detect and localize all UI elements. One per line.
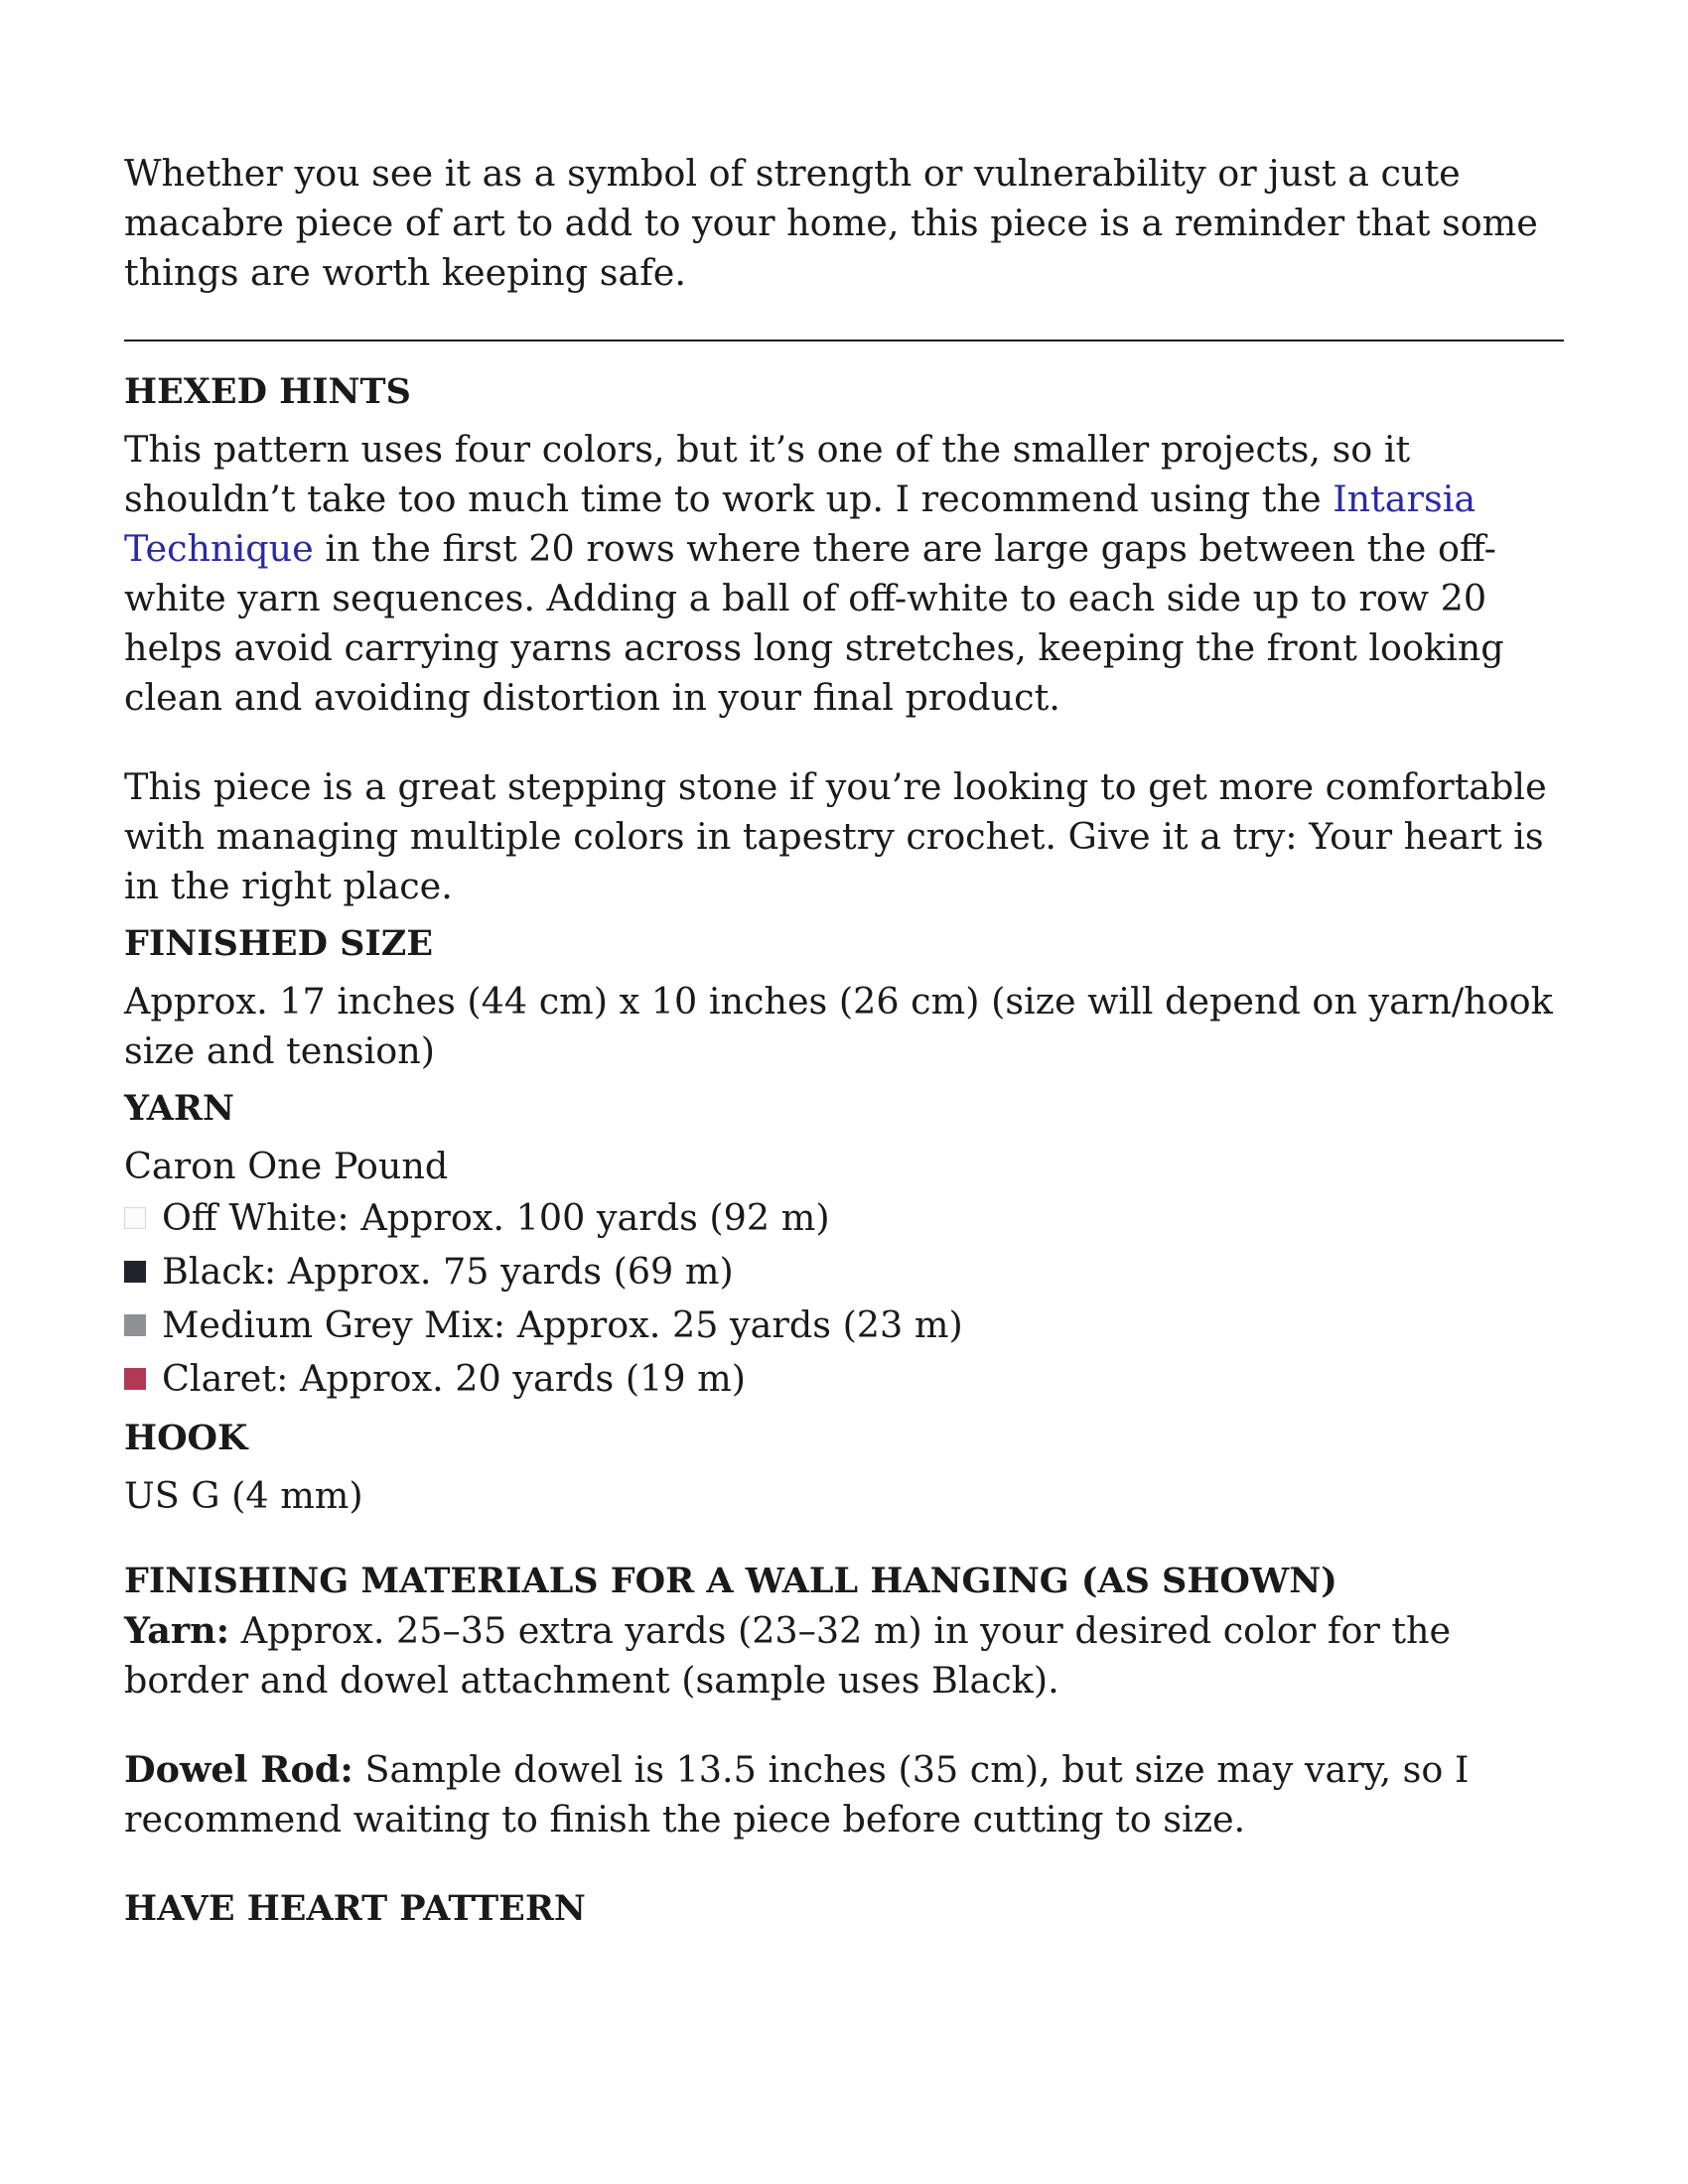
claret-swatch-icon bbox=[124, 1368, 146, 1390]
finishing-dowel-paragraph bbox=[124, 1745, 1564, 1844]
intarsia-technique-link[interactable]: Intarsia Technique bbox=[124, 478, 1477, 570]
black-swatch-icon bbox=[124, 1261, 146, 1283]
hints-text-before-link: This pattern uses four colors, but it’s one of the smaller projects, so it shouldn’t take too much time to work up. I recommend using the bbox=[124, 428, 1411, 520]
hook-heading: HOOK bbox=[124, 1418, 248, 1458]
finishing-dowel-label: Dowel Rod: bbox=[124, 1748, 353, 1791]
off-white-swatch-icon bbox=[124, 1207, 146, 1229]
finishing-dowel-text: Sample dowel is 13.5 inches (35 cm), but size may vary, so I recommend waiting to finish the piece before cutting to size. bbox=[124, 1748, 1470, 1841]
yarn-item-label: Black: Approx. 75 yards (69 m) bbox=[162, 1250, 734, 1293]
yarn-item-label: Claret: Approx. 20 yards (19 m) bbox=[162, 1357, 746, 1400]
hints-text-after-link: in the first 20 rows where there are large gaps between the off-white yarn sequences. Adding a ball of off-white to each side up to row 20 helps avoid carrying yarns across long stretches, keeping the front looking clean and avoiding distortion in your final product. bbox=[124, 527, 1504, 719]
hints-paragraph-1 bbox=[124, 425, 1564, 723]
finishing-yarn-label: Yarn: bbox=[124, 1609, 230, 1652]
yarn-heading: YARN bbox=[124, 1088, 234, 1129]
document-page bbox=[124, 149, 1564, 1934]
hexed-hints-heading: HEXED HINTS bbox=[124, 371, 411, 412]
grey-swatch-icon bbox=[124, 1314, 146, 1336]
hook-text: US G (4 mm) bbox=[124, 1474, 363, 1517]
hints-paragraph-2: This piece is a great stepping stone if you’re looking to get more comfortable with managing multiple colors in tapestry crochet. Give it a try: Your heart is in the right place. bbox=[124, 765, 1547, 907]
yarn-item-label: Medium Grey Mix: Approx. 25 yards (23 m) bbox=[162, 1303, 963, 1346]
yarn-item-black bbox=[124, 1245, 1564, 1298]
yarn-item-off-white bbox=[124, 1191, 1564, 1245]
pattern-heading: HAVE HEART PATTERN bbox=[124, 1888, 586, 1929]
yarn-item-claret bbox=[124, 1352, 1564, 1406]
yarn-brand: Caron One Pound bbox=[124, 1145, 449, 1187]
finished-size-text: Approx. 17 inches (44 cm) x 10 inches (26 cm) (size will depend on yarn/hook size and tension) bbox=[124, 980, 1553, 1072]
finishing-yarn-text: Approx. 25–35 extra yards (23–32 m) in your desired color for the border and dowel attachment (sample uses Black). bbox=[124, 1609, 1452, 1702]
finishing-materials-heading: FINISHING MATERIALS FOR A WALL HANGING (AS SHOWN) bbox=[124, 1561, 1337, 1601]
yarn-list bbox=[124, 1191, 1564, 1406]
finished-size-heading: FINISHED SIZE bbox=[124, 923, 434, 964]
yarn-item-medium-grey bbox=[124, 1298, 1564, 1352]
finishing-yarn-paragraph bbox=[124, 1606, 1564, 1706]
intro-paragraph: Whether you see it as a symbol of strength or vulnerability or just a cute macabre piece of art to add to your home, this piece is a reminder that some things are worth keeping safe. bbox=[124, 152, 1538, 294]
yarn-item-label: Off White: Approx. 100 yards (92 m) bbox=[162, 1196, 830, 1239]
section-divider bbox=[124, 340, 1564, 341]
